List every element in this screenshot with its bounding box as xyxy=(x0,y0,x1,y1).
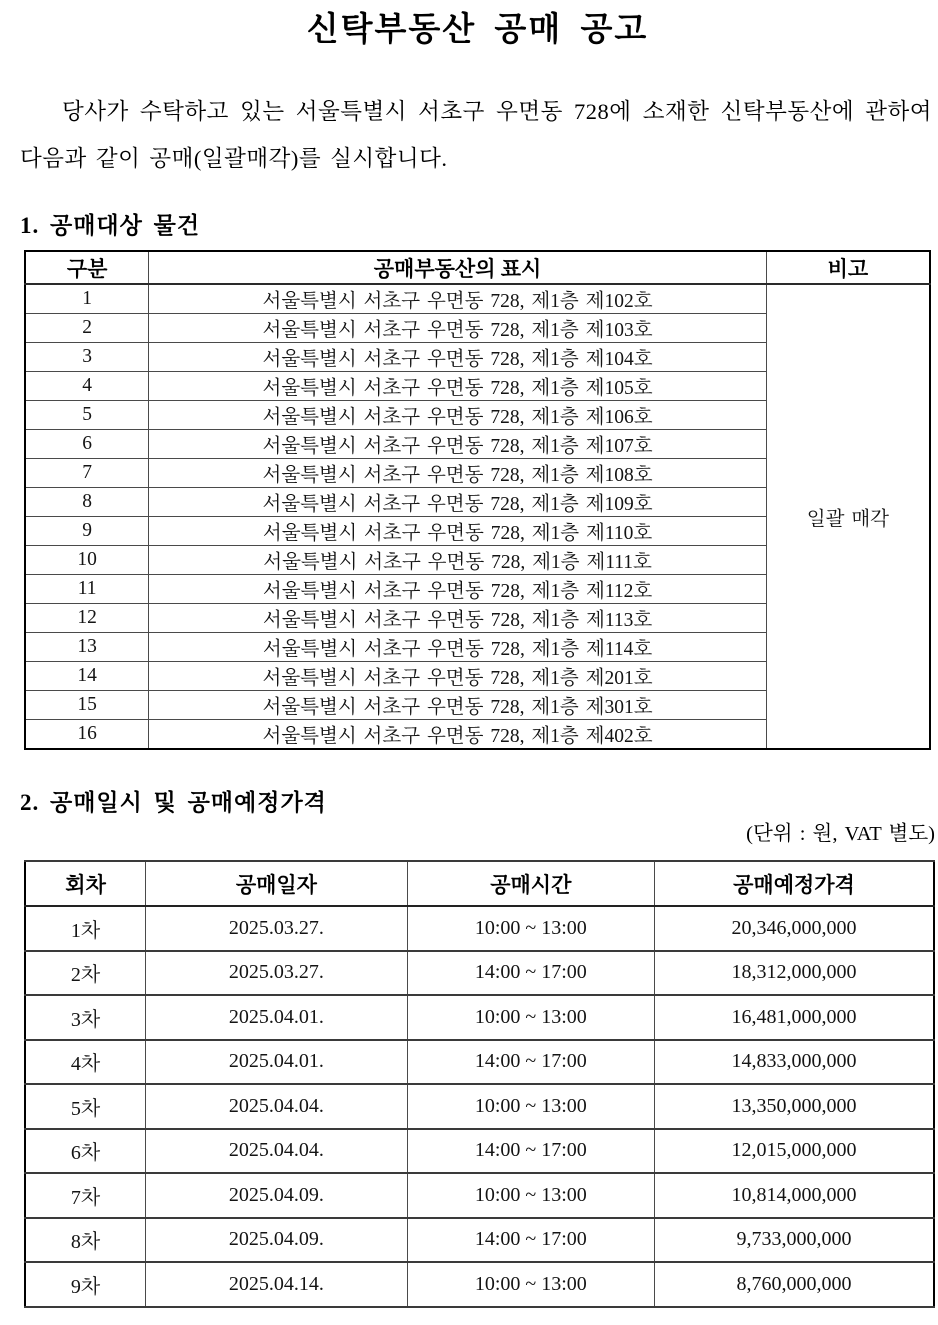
property-description: 서울특별시 서초구 우면동 728, 제1층 제110호 xyxy=(149,517,767,546)
property-description: 서울특별시 서초구 우면동 728, 제1층 제113호 xyxy=(149,604,767,633)
price-cell: 16,481,000,000 xyxy=(654,995,934,1040)
round-cell: 8차 xyxy=(25,1218,146,1263)
time-cell: 10:00 ~ 13:00 xyxy=(407,1262,654,1307)
time-cell: 10:00 ~ 13:00 xyxy=(407,1173,654,1218)
price-cell: 10,814,000,000 xyxy=(654,1173,934,1218)
round-cell: 6차 xyxy=(25,1129,146,1174)
time-cell: 14:00 ~ 17:00 xyxy=(407,1040,654,1085)
date-cell: 2025.03.27. xyxy=(146,906,407,951)
remarks-merged-cell: 일괄 매각 xyxy=(766,284,930,749)
item-number: 14 xyxy=(25,662,149,691)
property-description: 서울특별시 서초구 우면동 728, 제1층 제107호 xyxy=(149,430,767,459)
property-description: 서울특별시 서초구 우면동 728, 제1층 제201호 xyxy=(149,662,767,691)
round-cell: 5차 xyxy=(25,1084,146,1129)
col-header-division: 구분 xyxy=(25,251,149,284)
col-header-auction-date: 공매일자 xyxy=(146,861,407,906)
table-row xyxy=(25,1262,934,1307)
date-cell: 2025.04.14. xyxy=(146,1262,407,1307)
date-cell: 2025.04.04. xyxy=(146,1129,407,1174)
property-description: 서울특별시 서초구 우면동 728, 제1층 제112호 xyxy=(149,575,767,604)
property-description: 서울특별시 서초구 우면동 728, 제1층 제114호 xyxy=(149,633,767,662)
auction-schedule-table xyxy=(24,860,935,1308)
time-cell: 14:00 ~ 17:00 xyxy=(407,1218,654,1263)
table-row xyxy=(25,1173,934,1218)
property-description: 서울특별시 서초구 우면동 728, 제1층 제109호 xyxy=(149,488,767,517)
date-cell: 2025.04.01. xyxy=(146,995,407,1040)
item-number: 8 xyxy=(25,488,149,517)
round-cell: 3차 xyxy=(25,995,146,1040)
table-row xyxy=(25,951,934,996)
price-cell: 14,833,000,000 xyxy=(654,1040,934,1085)
item-number: 1 xyxy=(25,284,149,314)
price-cell: 9,733,000,000 xyxy=(654,1218,934,1263)
table-row xyxy=(25,995,934,1040)
item-number: 4 xyxy=(25,372,149,401)
document-title: 신탁부동산 공매 공고 xyxy=(306,12,649,48)
col-header-remarks: 비고 xyxy=(766,251,930,284)
table-row xyxy=(25,284,930,314)
property-description: 서울특별시 서초구 우면동 728, 제1층 제103호 xyxy=(149,314,767,343)
property-description: 서울특별시 서초구 우면동 728, 제1층 제301호 xyxy=(149,691,767,720)
time-cell: 10:00 ~ 13:00 xyxy=(407,906,654,951)
col-header-auction-time: 공매시간 xyxy=(407,861,654,906)
time-cell: 14:00 ~ 17:00 xyxy=(407,951,654,996)
property-description: 서울특별시 서초구 우면동 728, 제1층 제104호 xyxy=(149,343,767,372)
table-row xyxy=(25,1084,934,1129)
price-cell: 8,760,000,000 xyxy=(654,1262,934,1307)
date-cell: 2025.04.01. xyxy=(146,1040,407,1085)
property-description: 서울특별시 서초구 우면동 728, 제1층 제108호 xyxy=(149,459,767,488)
price-cell: 13,350,000,000 xyxy=(654,1084,934,1129)
date-cell: 2025.03.27. xyxy=(146,951,407,996)
item-number: 3 xyxy=(25,343,149,372)
date-cell: 2025.04.04. xyxy=(146,1084,407,1129)
price-cell: 20,346,000,000 xyxy=(654,906,934,951)
intro-paragraph: 당사가 수탁하고 있는 서울특별시 서초구 우면동 728에 소재한 신탁부동산에 관하여 다음과 같이 공매(일괄매각)를 실시합니다. xyxy=(20,99,932,171)
property-description: 서울특별시 서초구 우면동 728, 제1층 제102호 xyxy=(149,284,767,314)
time-cell: 10:00 ~ 13:00 xyxy=(407,995,654,1040)
item-number: 13 xyxy=(25,633,149,662)
table-row xyxy=(25,1218,934,1263)
section1-heading: 1. 공매대상 물건 xyxy=(20,213,201,238)
col-header-round: 회차 xyxy=(25,861,146,906)
item-number: 10 xyxy=(25,546,149,575)
item-number: 5 xyxy=(25,401,149,430)
date-cell: 2025.04.09. xyxy=(146,1218,407,1263)
time-cell: 14:00 ~ 17:00 xyxy=(407,1129,654,1174)
property-description: 서울특별시 서초구 우면동 728, 제1층 제111호 xyxy=(149,546,767,575)
item-number: 11 xyxy=(25,575,149,604)
header-row xyxy=(25,251,930,284)
item-number: 12 xyxy=(25,604,149,633)
item-number: 6 xyxy=(25,430,149,459)
round-cell: 2차 xyxy=(25,951,146,996)
auction-items-table-header xyxy=(25,251,930,284)
table-row xyxy=(25,1129,934,1174)
round-cell: 9차 xyxy=(25,1262,146,1307)
round-cell: 1차 xyxy=(25,906,146,951)
item-number: 2 xyxy=(25,314,149,343)
section2-heading: 2. 공매일시 및 공매예정가격 xyxy=(20,790,327,815)
property-description: 서울특별시 서초구 우면동 728, 제1층 제106호 xyxy=(149,401,767,430)
col-header-property-description: 공매부동산의 표시 xyxy=(149,251,767,284)
auction-schedule-table-header xyxy=(25,861,934,906)
item-number: 7 xyxy=(25,459,149,488)
auction-items-table xyxy=(24,250,931,750)
item-number: 16 xyxy=(25,720,149,750)
round-cell: 4차 xyxy=(25,1040,146,1085)
table-row xyxy=(25,1040,934,1085)
time-cell: 10:00 ~ 13:00 xyxy=(407,1084,654,1129)
col-header-expected-price: 공매예정가격 xyxy=(654,861,934,906)
property-description: 서울특별시 서초구 우면동 728, 제1층 제105호 xyxy=(149,372,767,401)
property-description: 서울특별시 서초구 우면동 728, 제1층 제402호 xyxy=(149,720,767,750)
round-cell: 7차 xyxy=(25,1173,146,1218)
price-cell: 18,312,000,000 xyxy=(654,951,934,996)
item-number: 9 xyxy=(25,517,149,546)
table-row xyxy=(25,906,934,951)
date-cell: 2025.04.09. xyxy=(146,1173,407,1218)
header-row xyxy=(25,861,934,906)
price-cell: 12,015,000,000 xyxy=(654,1129,934,1174)
item-number: 15 xyxy=(25,691,149,720)
unit-note: (단위 : 원, VAT 별도) xyxy=(746,823,935,845)
